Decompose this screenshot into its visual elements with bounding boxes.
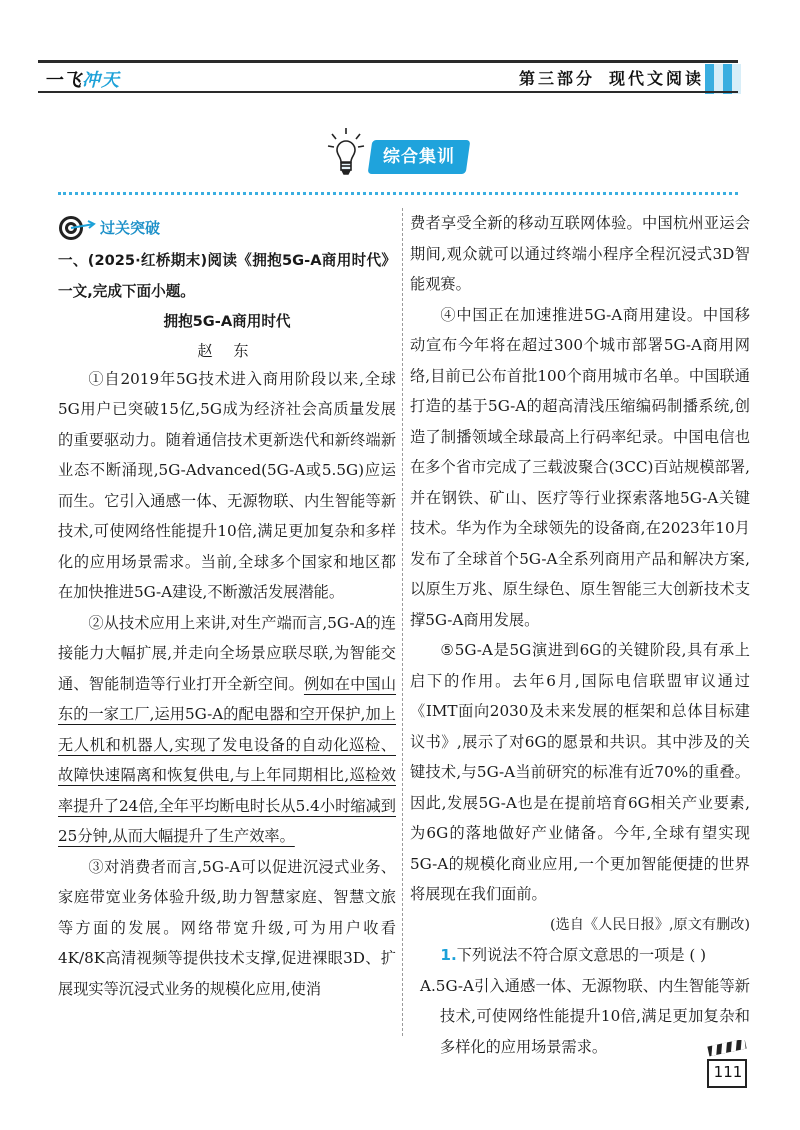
page-number: 111 xyxy=(713,1063,743,1081)
article-paragraph-4: ④中国正在加速推进5G-A商用建设。中国移动宣布今年将在超过300个城市部署5G-A商用网络,目前已公布首批100个商用城市名单。中国联通打造的基于5G-A的超高清浅压缩编码制播系统,创造了制播领域全球最高上行码率纪录。中国电信也在多个省市完成了三载波聚合(3CC)百站规模部署,并在钢铁、矿山、医疗等行业探索落地5G-A关键技术。华为作为全球领先的设备商,在2023年10月发布了全球首个5G-A全系列商用产品和解决方案,以原生万兆、原生绿色、原生智能三大创新技术支撑5G-A商用发展。 xyxy=(410,305,750,629)
block-heading-label: 过关突破 xyxy=(100,218,161,237)
question-1-stem xyxy=(410,940,750,971)
banner-title: 综合集训 xyxy=(383,147,455,167)
running-header: 第三部分 现代文阅读 xyxy=(518,69,704,88)
question-1-number: 1. xyxy=(440,946,457,964)
series-logo: 一飞冲天 xyxy=(44,70,120,91)
dotted-divider xyxy=(58,192,738,195)
target-arrow-icon xyxy=(58,214,96,242)
article-paragraph-3-cont: 费者享受全新的移动互联网体验。中国杭州亚运会期间,观众就可以通过终端小程序全程沉浸式3D智能观赛。 xyxy=(410,214,750,293)
article-title: 拥抱5G-A商用时代 xyxy=(163,313,291,330)
question-intro: 一、(2025·红桥期末)阅读《拥抱5G-A商用时代》一文,完成下面小题。 xyxy=(58,252,396,300)
article-paragraph-3: ③对消费者而言,5G-A可以促进沉浸式业务、家庭带宽业务体验升级,助力智慧家庭、智慧文旅等方面的发展。网络带宽升级,可为用户收看4K/8K高清视频等提供技术支撑,促进裸眼3D、扩展现实等沉浸式业务的规模化应用,使消 xyxy=(58,857,396,998)
header-bottom-rule xyxy=(38,91,738,93)
block-heading xyxy=(58,212,396,244)
right-column xyxy=(410,208,750,1062)
question-1-text: 下列说法不符合原文意思的一项是 ( ) xyxy=(456,946,707,964)
article-paragraph-2 xyxy=(58,608,396,852)
question-1-option-a: A.5G-A引入通感一体、无源物联、内生智能等新技术,可使网络性能提升10倍,满足更加复杂和多样化的应用场景需求。 xyxy=(420,976,750,1056)
article-paragraph-5: ⑤5G-A是5G演进到6G的关键阶段,具有承上启下的作用。去年6月,国际电信联盟审议通过《IMT面向2030及未来发展的框架和总体目标建议书》,展示了对6G的愿景和共识。其中涉及的关键技术,与5G-A当前研究的标准有近70%的重叠。因此,发展5G-A也是在提前培育6G相关产业要素,为6G的落地做好产业储备。今年,全球有望实现5G-A的规模化商业应用,一个更加智能便捷的世界将展现在我们面前。 xyxy=(410,641,750,903)
article-paragraph-1: ①自2019年5G技术进入商用阶段以来,全球5G用户已突破15亿,5G成为经济社会高质量发展的重要驱动力。随着通信技术更新迭代和新终端新业态不断涌现,5G-Advanced(5G-A或5.5G)应运而生。它引入通感一体、无源物联、内生智能等新技术,可使网络性能提升10倍,满足更加复杂和多样化的应用场景需求。当前,全球多个国家和地区都在加快推进5G-A建设,不断激活发展潜能。 xyxy=(58,369,396,601)
header-top-rule xyxy=(38,60,738,63)
article-source: (选自《人民日报》,原文有删改) xyxy=(549,916,750,933)
paragraph-2-underlined-text: 例如在中国山东的一家工厂,运用5G-A的配电器和空开保护,加上无人机和机器人,实现了发电设备的自动化巡检、故障快速隔离和恢复供电,与上年同期相比,巡检效率提升了24倍,全年平均断电时长从5.4小时缩减到25分钟,从而大幅提升了生产效率。 xyxy=(58,674,397,845)
column-divider xyxy=(402,208,403,1036)
article-author: 赵 东 xyxy=(197,341,257,360)
left-column xyxy=(58,212,396,1004)
paragraph-2-text: ②从技术应用上来讲,对生产端而言,5G-A的连接能力大幅扩展,并走向全场景应联尽联,为智能交通、智能制造等行业打开全新空间。 xyxy=(58,613,396,693)
lightbulb-icon xyxy=(326,126,366,178)
header-checker-decoration xyxy=(705,64,741,94)
